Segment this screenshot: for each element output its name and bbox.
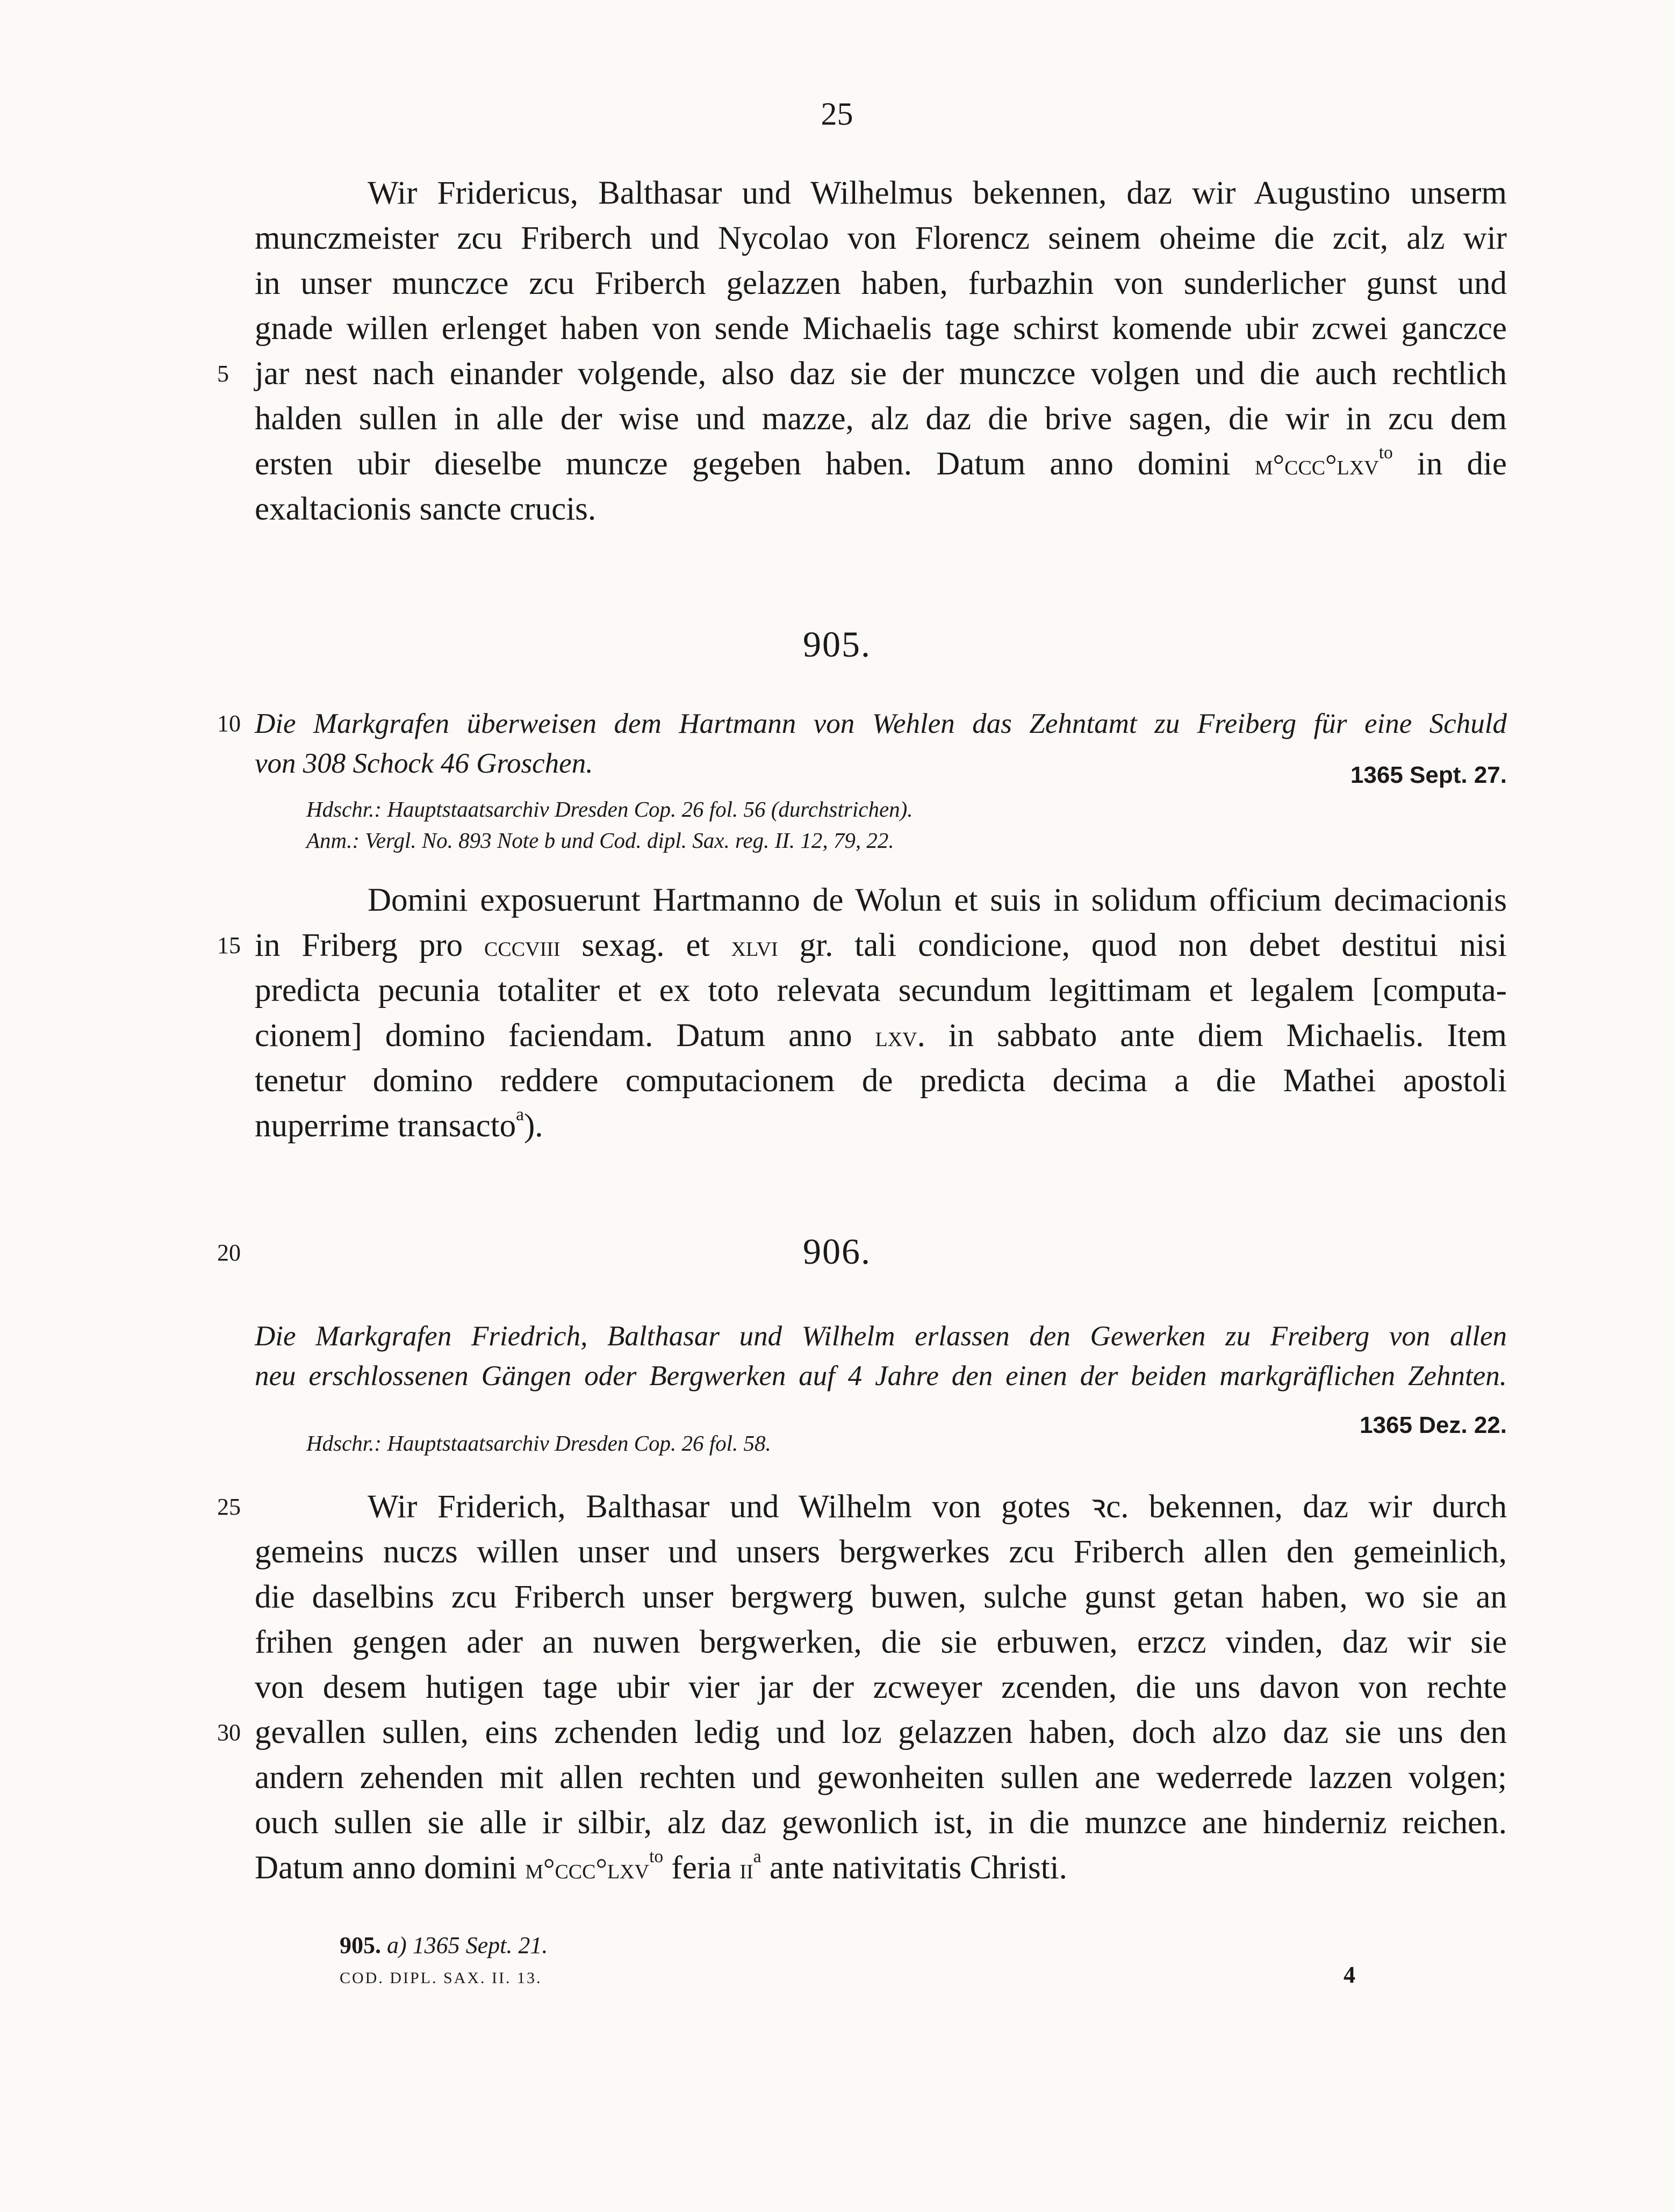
doc-905-summary bbox=[255, 704, 1507, 783]
sheet-number: 4 bbox=[1343, 1962, 1355, 1988]
text-line: Datum anno domini m°ccc°lxv$^{to}$ feria $ii^a$ ante nativitatis Christi. bbox=[255, 1846, 1067, 1886]
document-date: 1365 Dez. 22. bbox=[1360, 1412, 1507, 1438]
source-note: Hdschr.: Hauptstaatsarchiv Dresden Cop. 26 fol. 58. bbox=[306, 1431, 771, 1456]
text-line: ouch sullen sie alle ir silbir, alz daz gewonlich ist, in die munzce ane hinderniz reichen. bbox=[255, 1805, 1507, 1841]
line-number: 10 bbox=[217, 710, 241, 737]
footnote-ref: 905. bbox=[340, 1932, 381, 1958]
text-line: die daselbins zcu Friberch unser bergwerg buwen, sulche gunst getan haben, wo sie an bbox=[255, 1579, 1507, 1615]
text-line: gevallen sullen, eins zchenden ledig und loz gelazzen haben, doch alzo daz sie uns den bbox=[255, 1714, 1507, 1750]
document-number: 906. bbox=[803, 1231, 871, 1272]
text-line: predicta pecunia totaliter et ex toto relevata secundum legittimam et legalem [computa- bbox=[255, 972, 1507, 1008]
text-line: gnade willen erlenget haben von sende Michaelis tage schirst komende ubir zcwei ganczce bbox=[255, 311, 1507, 347]
text-line: jar nest nach einander volgende, also daz sie der munczce volgen und die auch rechtlich bbox=[255, 356, 1507, 392]
text-line: ersten ubir dieselbe muncze gegeben haben. Datum anno domini m°ccc°lxv$^{to}$ in die bbox=[255, 442, 1507, 482]
page-number: 25 bbox=[821, 96, 853, 132]
summary-line: Die Markgrafen überweisen dem Hartmann von Wehlen das Zehntamt zu Freiberg für eine Schuld bbox=[255, 708, 1507, 739]
text-line: gemeins nuczs willen unser und unsers bergwerkes zcu Friberch allen den gemeinlich, bbox=[255, 1534, 1507, 1570]
footer-signature: COD. DIPL. SAX. II. 13. bbox=[340, 1969, 542, 1987]
text-line: Wir Friderich, Balthasar und Wilhelm von gotes ꝛc. bekennen, daz wir durch bbox=[368, 1489, 1507, 1525]
doc-904-text bbox=[255, 171, 1507, 532]
text-line: Wir Fridericus, Balthasar und Wilhelmus bekennen, daz wir Augustino unserm bbox=[368, 175, 1507, 211]
line-number: 30 bbox=[217, 1719, 241, 1746]
text-line: in unser munczce zcu Friberch gelazzen haben, furbazhin von sunderlicher gunst und bbox=[255, 265, 1507, 301]
footnote-text: a) 1365 Sept. 21. bbox=[387, 1932, 548, 1958]
footnote bbox=[340, 1932, 548, 1959]
text-line: tenetur domino reddere computacionem de predicta decima a die Mathei apostoli bbox=[255, 1063, 1507, 1099]
text-line: frihen gengen ader an nuwen bergwerken, die sie erbuwen, erzcz vinden, daz wir sie bbox=[255, 1624, 1507, 1660]
summary-line: Die Markgrafen Friedrich, Balthasar und Wilhelm erlassen den Gewerken zu Freiberg von allen bbox=[255, 1321, 1507, 1352]
source-note: Hdschr.: Hauptstaatsarchiv Dresden Cop. 26 fol. 56 (durchstrichen). bbox=[306, 797, 913, 822]
doc-906-text bbox=[255, 1485, 1507, 1891]
document-date: 1365 Sept. 27. bbox=[1350, 762, 1507, 788]
text-line: Domini exposuerunt Hartmanno de Wolun et suis in solidum officium decimacionis bbox=[368, 882, 1507, 918]
summary-line: von 308 Schock 46 Groschen. bbox=[255, 748, 593, 779]
line-number: 15 bbox=[217, 932, 241, 959]
doc-906-summary bbox=[255, 1316, 1507, 1396]
document-number: 905. bbox=[803, 624, 871, 665]
text-line: nuperrime transacto$^a$). bbox=[255, 1104, 543, 1144]
text-line: exaltacionis sancte crucis. bbox=[255, 491, 597, 527]
text-line: von desem hutigen tage ubir vier jar der zcweyer zcenden, die uns davon von rechte bbox=[255, 1669, 1507, 1705]
annotation-note: Anm.: Vergl. No. 893 Note b und Cod. dipl. Sax. reg. II. 12, 79, 22. bbox=[306, 828, 894, 853]
text-line: cionem] domino faciendam. Datum anno lxv. in sabbato ante diem Michaelis. Item bbox=[255, 1018, 1507, 1054]
line-number: 5 bbox=[217, 361, 229, 387]
text-line: andern zehenden mit allen rechten und gewonheiten sullen ane wederrede lazzen volgen; bbox=[255, 1760, 1507, 1796]
summary-line: neu erschlossenen Gängen oder Bergwerken auf 4 Jahre den einen der beiden markgräflichen Zehnten. bbox=[255, 1360, 1507, 1392]
text-line: munczmeister zcu Friberch und Nycolao von Florencz seinem oheime die zcit, alz wir bbox=[255, 220, 1507, 256]
line-number: 20 bbox=[217, 1240, 241, 1266]
text-line: in Friberg pro cccviii sexag. et xlvi gr. tali condicione, quod non debet destitui nisi bbox=[255, 927, 1507, 963]
doc-905-text bbox=[255, 878, 1507, 1149]
line-number: 25 bbox=[217, 1494, 241, 1520]
text-line: halden sullen in alle der wise und mazze, alz daz die brive sagen, die wir in zcu dem bbox=[255, 401, 1507, 437]
